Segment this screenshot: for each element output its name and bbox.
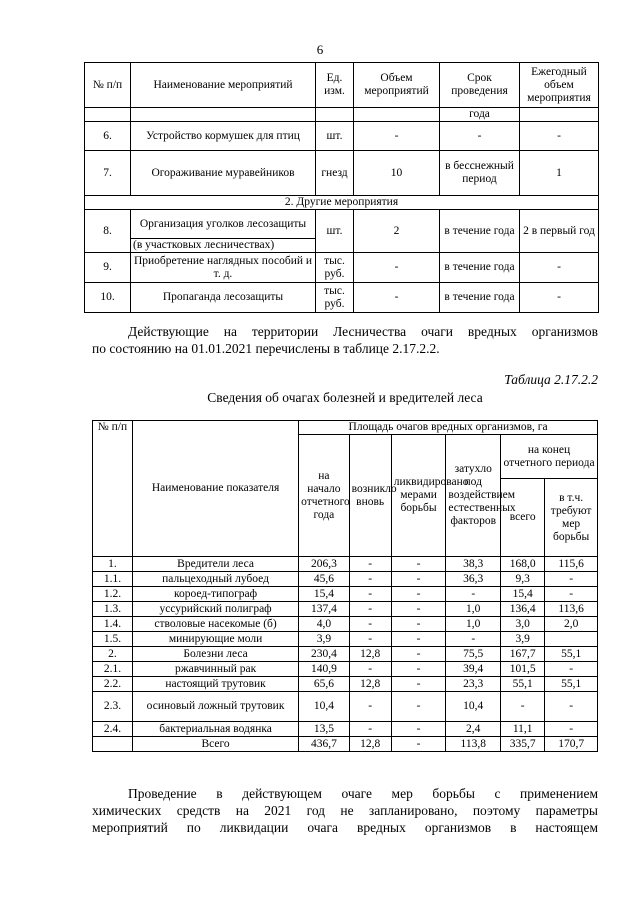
cell-name: короед-типограф: [132, 587, 298, 602]
table-row: [93, 632, 598, 647]
col-header-total: всего: [501, 479, 545, 557]
cell-total: 3,0: [501, 617, 545, 632]
cell-faded: 36,3: [446, 572, 501, 587]
table-row: [93, 737, 598, 752]
col-header-name: Наименование показателя: [132, 421, 298, 557]
table-number: Таблица 2.17.2.2: [504, 372, 598, 387]
table-header-row: [85, 63, 599, 108]
cell-name: Огораживание муравейников: [131, 151, 316, 196]
cell-term: в течение года: [440, 283, 520, 313]
cell-volume: 10: [354, 151, 440, 196]
cell-name: настоящий трутовик: [132, 677, 298, 692]
cell-number: 1.4.: [93, 617, 133, 632]
cell-liquidated: -: [391, 572, 446, 587]
cell-number: 10.: [85, 283, 131, 313]
col-header-volume: Объем мероприятий: [354, 63, 440, 108]
cell-faded: 39,4: [446, 662, 501, 677]
table-header-row: [93, 421, 598, 435]
cell-term: -: [440, 122, 520, 151]
cell-faded: 2,4: [446, 722, 501, 737]
cell-liquidated: -: [391, 662, 446, 677]
cell-new: -: [349, 632, 391, 647]
cell-start: 137,4: [299, 602, 349, 617]
col-header-term: Срок проведения: [440, 63, 520, 108]
cell-new: -: [349, 587, 391, 602]
cell-volume: -: [354, 122, 440, 151]
cell-unit: тыс. руб.: [316, 253, 354, 283]
table-row: [85, 151, 599, 196]
table-row: [93, 722, 598, 737]
cell-start: 206,3: [299, 557, 349, 572]
col-header-number: № п/п: [85, 63, 131, 108]
table-row: [85, 253, 599, 283]
cell-name: Вредители леса: [132, 557, 298, 572]
cell-start: 15,4: [299, 587, 349, 602]
col-header-start: на начало отчетного года: [299, 435, 349, 557]
cell-name: ржавчинный рак: [132, 662, 298, 677]
cell-total: 101,5: [501, 662, 545, 677]
cell-start: 65,6: [299, 677, 349, 692]
col-header-liquidated: ликвидировано мерами борьбы: [391, 435, 446, 557]
cell-name: уссурийский полиграф: [132, 602, 298, 617]
table-row: [93, 677, 598, 692]
cell-number: 1.: [93, 557, 133, 572]
paragraph-line: по состоянию на 01.01.2021 перечислены в таблице 2.17.2.2.: [92, 341, 440, 356]
table-row: [93, 572, 598, 587]
cell-new: -: [349, 722, 391, 737]
cell-total: 9,3: [501, 572, 545, 587]
cell-faded: 23,3: [446, 677, 501, 692]
cell-yearly: 2 в первый год: [520, 210, 599, 253]
cell-new: -: [349, 572, 391, 587]
cell-yearly: -: [520, 283, 599, 313]
cell-name: минирующие моли: [132, 632, 298, 647]
cell-total: 136,4: [501, 602, 545, 617]
cell-number: [93, 737, 133, 752]
cell-name-note: (в участковых лесничествах): [131, 239, 316, 253]
cell-start: 10,4: [299, 692, 349, 722]
col-header-number: № п/п: [93, 421, 133, 557]
cell-need: -: [545, 722, 598, 737]
cell-unit: шт.: [316, 210, 354, 253]
cell-number: 1.3.: [93, 602, 133, 617]
paragraph-line: химических средств на 2021 год не запланировано, поэтому параметры: [92, 803, 598, 818]
cell-start: 436,7: [299, 737, 349, 752]
cell-term: в течение года: [440, 210, 520, 253]
cell-new: 12,8: [349, 647, 391, 662]
cell-liquidated: -: [391, 722, 446, 737]
cell-number: 2.: [93, 647, 133, 662]
cell-faded: -: [446, 587, 501, 602]
cell-name: бактериальная водянка: [132, 722, 298, 737]
table-row: [93, 647, 598, 662]
cell-faded: -: [446, 632, 501, 647]
cell-name: Приобретение наглядных пособий и т. д.: [131, 253, 316, 283]
cell-start: 13,5: [299, 722, 349, 737]
cell-liquidated: -: [391, 602, 446, 617]
cell-liquidated: -: [391, 737, 446, 752]
cell-term: в течение года: [440, 253, 520, 283]
cell-total: 11,1: [501, 722, 545, 737]
cell-liquidated: -: [391, 647, 446, 662]
cell-total: 168,0: [501, 557, 545, 572]
cell-yearly: -: [520, 122, 599, 151]
cell-name: стволовые насекомые (б): [132, 617, 298, 632]
table-row: [93, 617, 598, 632]
cell-number: 1.2.: [93, 587, 133, 602]
cell-new: -: [349, 662, 391, 677]
cell-number: 9.: [85, 253, 131, 283]
page-number: 6: [316, 42, 324, 57]
cell-total: 167,7: [501, 647, 545, 662]
col-header-yearly: Ежегодный объем мероприятия: [520, 63, 599, 108]
cell-liquidated: -: [391, 617, 446, 632]
cell-liquidated: -: [391, 587, 446, 602]
cell-liquidated: -: [391, 632, 446, 647]
cell-new: -: [349, 557, 391, 572]
cell-number: 1.5.: [93, 632, 133, 647]
table-row: [85, 210, 599, 239]
col-header-unit: Ед. изм.: [316, 63, 354, 108]
table-row: [93, 557, 598, 572]
cell-number: 8.: [85, 210, 131, 253]
col-header-name: Наименование мероприятий: [131, 63, 316, 108]
cell-need: 2,0: [545, 617, 598, 632]
paragraph-line: Действующие на территории Лесничества очаги вредных организмов: [128, 324, 598, 339]
pest-foci-table: [92, 420, 598, 752]
cell-total: 3,9: [501, 632, 545, 647]
cell-name: Организация уголков лесозащиты: [131, 210, 316, 239]
table-row: [85, 283, 599, 313]
cell-number: 2.4.: [93, 722, 133, 737]
table-row: [93, 602, 598, 617]
cell-number: 1.1.: [93, 572, 133, 587]
cell-faded: 1,0: [446, 617, 501, 632]
cell-liquidated: -: [391, 677, 446, 692]
paragraph-line: Проведение в действующем очаге мер борьбы с применением: [128, 786, 598, 801]
cell-name: Всего: [132, 737, 298, 752]
table-title: Сведения об очагах болезней и вредителей леса: [207, 390, 483, 405]
cell-new: -: [349, 602, 391, 617]
cell-total: 335,7: [501, 737, 545, 752]
cell-need: 170,7: [545, 737, 598, 752]
col-header-area: Площадь очагов вредных организмов, га: [299, 421, 598, 435]
cell-need: 55,1: [545, 677, 598, 692]
table-row: [85, 108, 599, 122]
cell-faded: 1,0: [446, 602, 501, 617]
cell-name: пальцеходный лубоед: [132, 572, 298, 587]
cell-need: -: [545, 662, 598, 677]
section-title: 2. Другие мероприятия: [85, 196, 599, 210]
col-header-need: в т.ч. требуют мер борьбы: [545, 479, 598, 557]
cell-name: осиновый ложный трутовик: [132, 692, 298, 722]
cell-number: 7.: [85, 151, 131, 196]
cell-yearly: 1: [520, 151, 599, 196]
cell-name: Устройство кормушек для птиц: [131, 122, 316, 151]
cell-number: 6.: [85, 122, 131, 151]
cell-unit: тыс. руб.: [316, 283, 354, 313]
cell-total: 15,4: [501, 587, 545, 602]
cell-new: -: [349, 692, 391, 722]
cell-new: 12,8: [349, 677, 391, 692]
cell-need: [545, 632, 598, 647]
cell-need: -: [545, 587, 598, 602]
cell-unit: шт.: [316, 122, 354, 151]
table-row: [85, 122, 599, 151]
cell-number: 2.1.: [93, 662, 133, 677]
cell-faded: 38,3: [446, 557, 501, 572]
cell-volume: -: [354, 253, 440, 283]
measures-table: [84, 62, 599, 313]
cell-start: 230,4: [299, 647, 349, 662]
cell-need: 113,6: [545, 602, 598, 617]
cell-start: 4,0: [299, 617, 349, 632]
cell-need: -: [545, 572, 598, 587]
cell-new: -: [349, 617, 391, 632]
cell-need: 55,1: [545, 647, 598, 662]
cell-number: 2.3.: [93, 692, 133, 722]
paragraph-conclusion: [92, 785, 598, 836]
cell-yearly: -: [520, 253, 599, 283]
cell-faded: 75,5: [446, 647, 501, 662]
cell-name: Пропаганда лесозащиты: [131, 283, 316, 313]
cell-volume: -: [354, 283, 440, 313]
col-header-faded: затухло под воздействием естественных факторов: [446, 435, 501, 557]
cell-start: 3,9: [299, 632, 349, 647]
table-row: [93, 692, 598, 722]
cell-total: 55,1: [501, 677, 545, 692]
paragraph-line: мероприятий по ликвидации очага вредных организмов в настоящем: [92, 820, 598, 835]
cell-number: 2.2.: [93, 677, 133, 692]
cell-unit: гнезд: [316, 151, 354, 196]
paragraph-intro: [92, 323, 598, 357]
cell-faded: 10,4: [446, 692, 501, 722]
cell-term: в бесснежный период: [440, 151, 520, 196]
col-header-new: возникло вновь: [349, 435, 391, 557]
table-row: [93, 662, 598, 677]
pest-foci-body: [93, 557, 598, 752]
col-header-end: на конец отчетного периода: [501, 435, 598, 479]
cell-volume: 2: [354, 210, 440, 253]
table-row: [93, 587, 598, 602]
cell-faded: 113,8: [446, 737, 501, 752]
cell-term: года: [440, 108, 520, 122]
cell-total: -: [501, 692, 545, 722]
cell-liquidated: -: [391, 692, 446, 722]
cell-name: Болезни леса: [132, 647, 298, 662]
cell-start: 140,9: [299, 662, 349, 677]
cell-need: 115,6: [545, 557, 598, 572]
section-row: [85, 196, 599, 210]
cell-new: 12,8: [349, 737, 391, 752]
cell-start: 45,6: [299, 572, 349, 587]
cell-liquidated: -: [391, 557, 446, 572]
cell-need: -: [545, 692, 598, 722]
